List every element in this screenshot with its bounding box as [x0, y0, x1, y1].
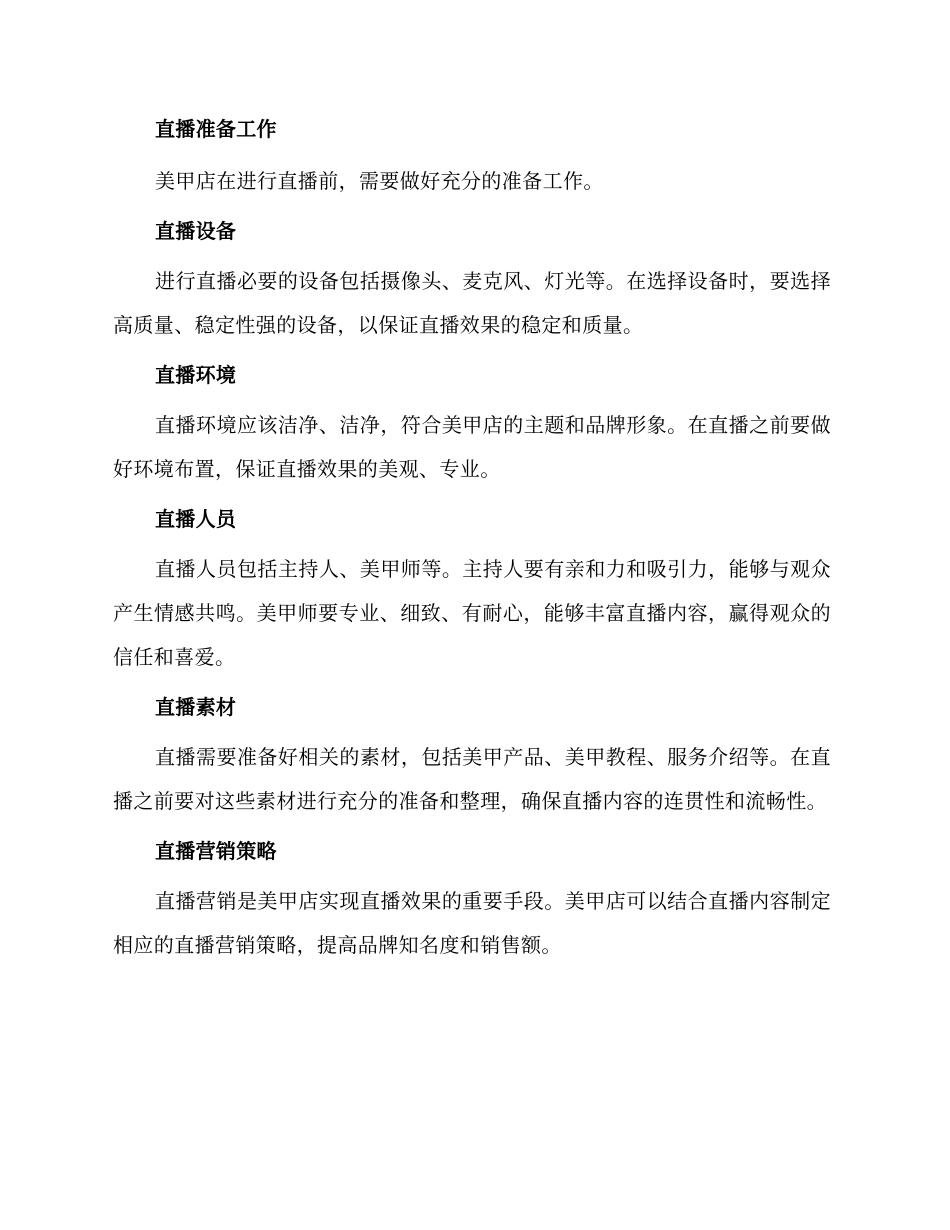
section-paragraph-preparation: 美甲店在进行直播前，需要做好充分的准备工作。: [155, 169, 604, 193]
section-heading-staff: 直播人员: [155, 507, 237, 531]
section-heading-marketing: 直播营销策略: [155, 839, 277, 863]
section-heading-environment: 直播环境: [155, 363, 237, 387]
section-paragraph-environment: 直播环境应该洁净、洁净，符合美甲店的主题和品牌形象。在直播之前要做好环境布置，保证直播效果的美观、专业。: [113, 413, 831, 481]
section-heading-materials: 直播素材: [155, 695, 237, 719]
section-paragraph-equipment: 进行直播必要的设备包括摄像头、麦克风、灯光等。在选择设备时，要选择高质量、稳定性强的设备，以保证直播效果的稳定和质量。: [113, 269, 831, 337]
document-body: [113, 108, 831, 980]
section-heading-equipment: 直播设备: [155, 219, 237, 243]
section-paragraph-marketing: 直播营销是美甲店实现直播效果的重要手段。美甲店可以结合直播内容制定相应的直播营销策略，提高品牌知名度和销售额。: [113, 889, 831, 957]
section-heading-preparation: 直播准备工作: [155, 117, 277, 141]
section-paragraph-staff: 直播人员包括主持人、美甲师等。主持人要有亲和力和吸引力，能够与观众产生情感共鸣。美甲师要专业、细致、有耐心，能够丰富直播内容，赢得观众的信任和喜爱。: [113, 557, 831, 669]
section-paragraph-materials: 直播需要准备好相关的素材，包括美甲产品、美甲教程、服务介绍等。在直播之前要对这些素材进行充分的准备和整理，确保直播内容的连贯性和流畅性。: [113, 745, 831, 813]
